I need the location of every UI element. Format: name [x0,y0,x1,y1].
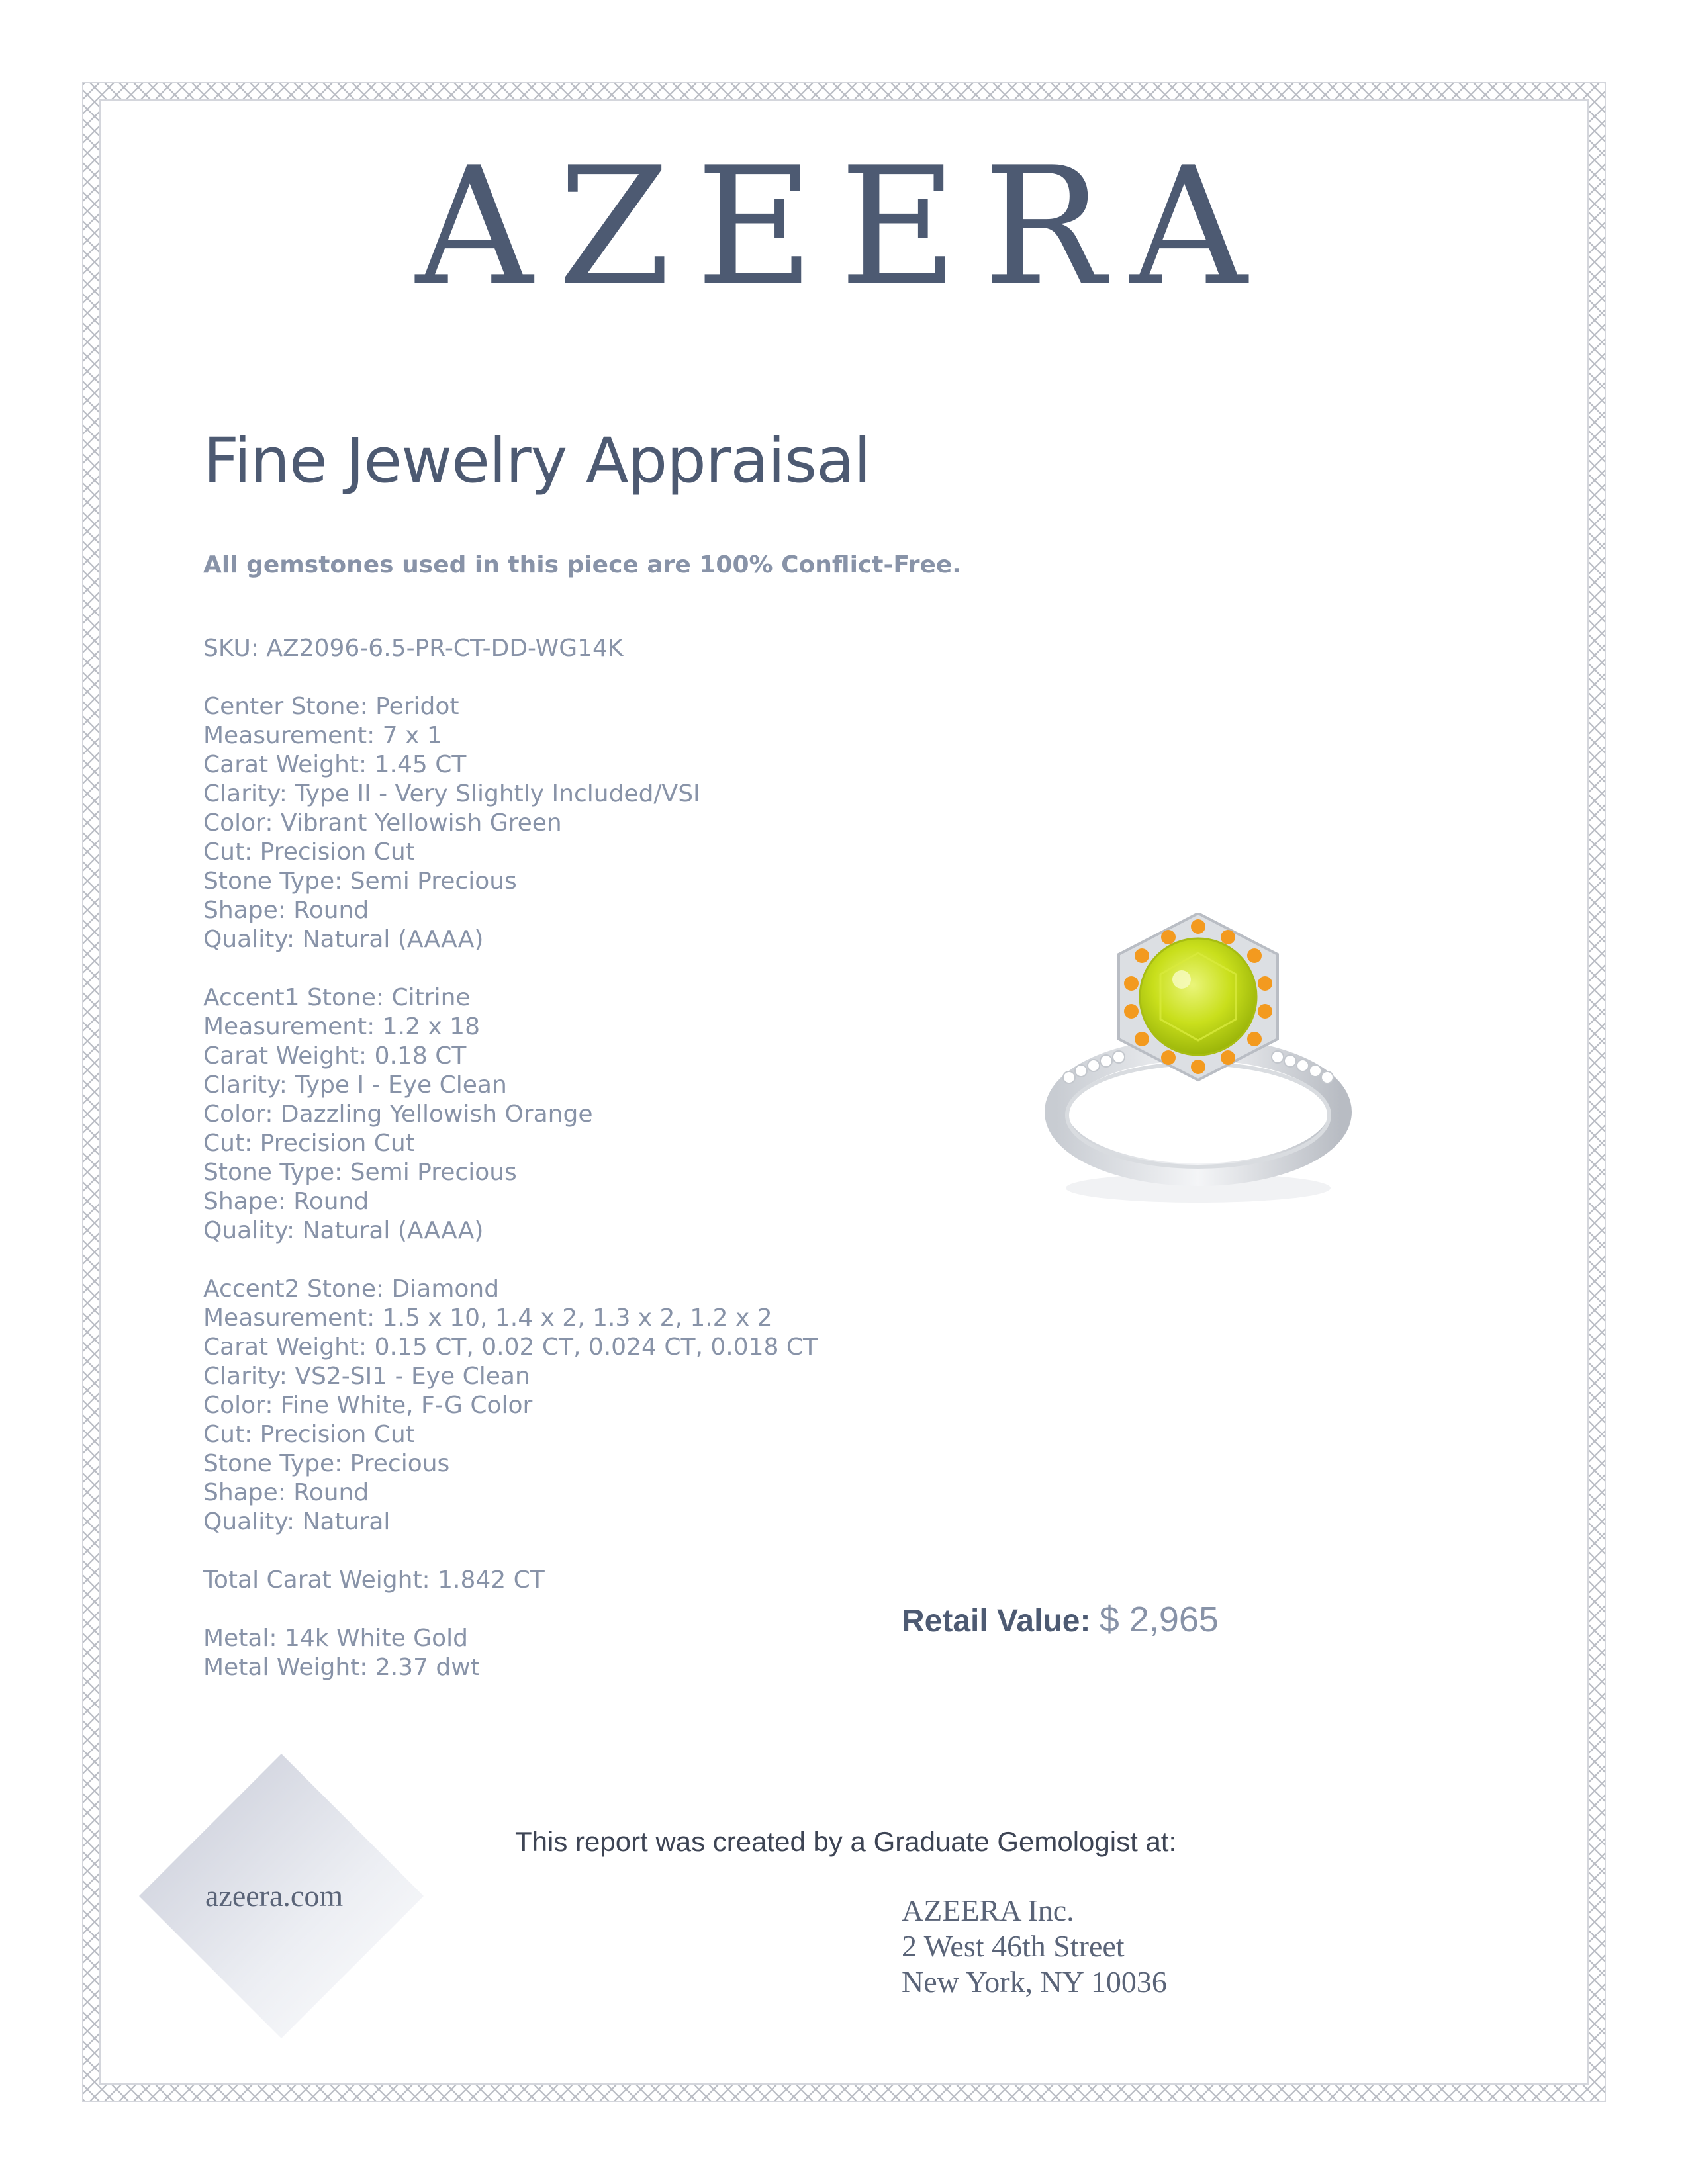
detail-line: Accent1 Stone: Citrine [203,984,471,1011]
stone-details [203,634,1064,1682]
detail-line: Quality: Natural (AAAA) [203,1217,484,1244]
retail-value-amount: $ 2,965 [1099,1600,1219,1639]
detail-line: Quality: Natural [203,1508,391,1535]
detail-line: Shape: Round [203,1479,369,1506]
detail-line: Carat Weight: 0.15 CT, 0.02 CT, 0.024 CT, 0.018 CT [203,1334,818,1361]
detail-line: Cut: Precision Cut [203,1421,415,1448]
detail-line: Color: Dazzling Yellowish Orange [203,1101,593,1128]
address-line: AZEERA Inc. [902,1893,1074,1927]
detail-line: Accent2 Stone: Diamond [203,1275,500,1302]
accent2-stone-section [203,1275,1064,1537]
company-address [902,1893,1167,2000]
detail-line: Color: Fine White, F-G Color [203,1392,533,1419]
address-line: 2 West 46th Street [902,1929,1125,1963]
website-link[interactable]: azeera.com [205,1879,344,1913]
retail-value [902,1602,1219,1637]
detail-line: Measurement: 1.2 x 18 [203,1013,480,1040]
detail-line: Cut: Precision Cut [203,839,415,866]
report-note: This report was created by a Graduate Gemologist at: [515,1826,1177,1857]
detail-line: Quality: Natural (AAAA) [203,926,484,953]
detail-line: Measurement: 1.5 x 10, 1.4 x 2, 1.3 x 2, 1.2 x 2 [203,1304,773,1332]
retail-value-label: Retail Value: [902,1604,1091,1639]
detail-line: Clarity: Type I - Eye Clean [203,1071,507,1099]
detail-line: Cut: Precision Cut [203,1130,415,1157]
accent1-stone-section [203,983,1064,1246]
conflict-free-note: All gemstones used in this piece are 100% Conflict-Free. [203,551,961,578]
detail-line: Stone Type: Semi Precious [203,868,517,895]
metal-line: Metal: 14k White Gold [203,1625,468,1652]
diamond-logo-mark [132,1754,450,2071]
metal-weight-line: Metal Weight: 2.37 dwt [203,1654,480,1681]
detail-line: Stone Type: Semi Precious [203,1159,517,1186]
center-stone-section [203,692,1064,954]
total-carat-line: Total Carat Weight: 1.842 CT [203,1567,545,1594]
detail-line: Shape: Round [203,1188,369,1215]
detail-line: Stone Type: Precious [203,1450,450,1477]
page-title: Fine Jewelry Appraisal [203,425,870,497]
sku-line: SKU: AZ2096-6.5-PR-CT-DD-WG14K [203,635,624,662]
detail-line: Carat Weight: 1.45 CT [203,751,467,778]
detail-line: Clarity: VS2-SI1 - Eye Clean [203,1363,530,1390]
detail-line: Clarity: Type II - Very Slightly Included/VSI [203,780,700,807]
brand-logo: AZEERA [415,132,1273,321]
detail-line: Shape: Round [203,897,369,924]
detail-line: Measurement: 7 x 1 [203,722,442,749]
address-line: New York, NY 10036 [902,1965,1167,1999]
detail-line: Center Stone: Peridot [203,693,459,720]
ring-image [1029,913,1374,1218]
detail-line: Color: Vibrant Yellowish Green [203,809,562,837]
detail-line: Carat Weight: 0.18 CT [203,1042,467,1069]
